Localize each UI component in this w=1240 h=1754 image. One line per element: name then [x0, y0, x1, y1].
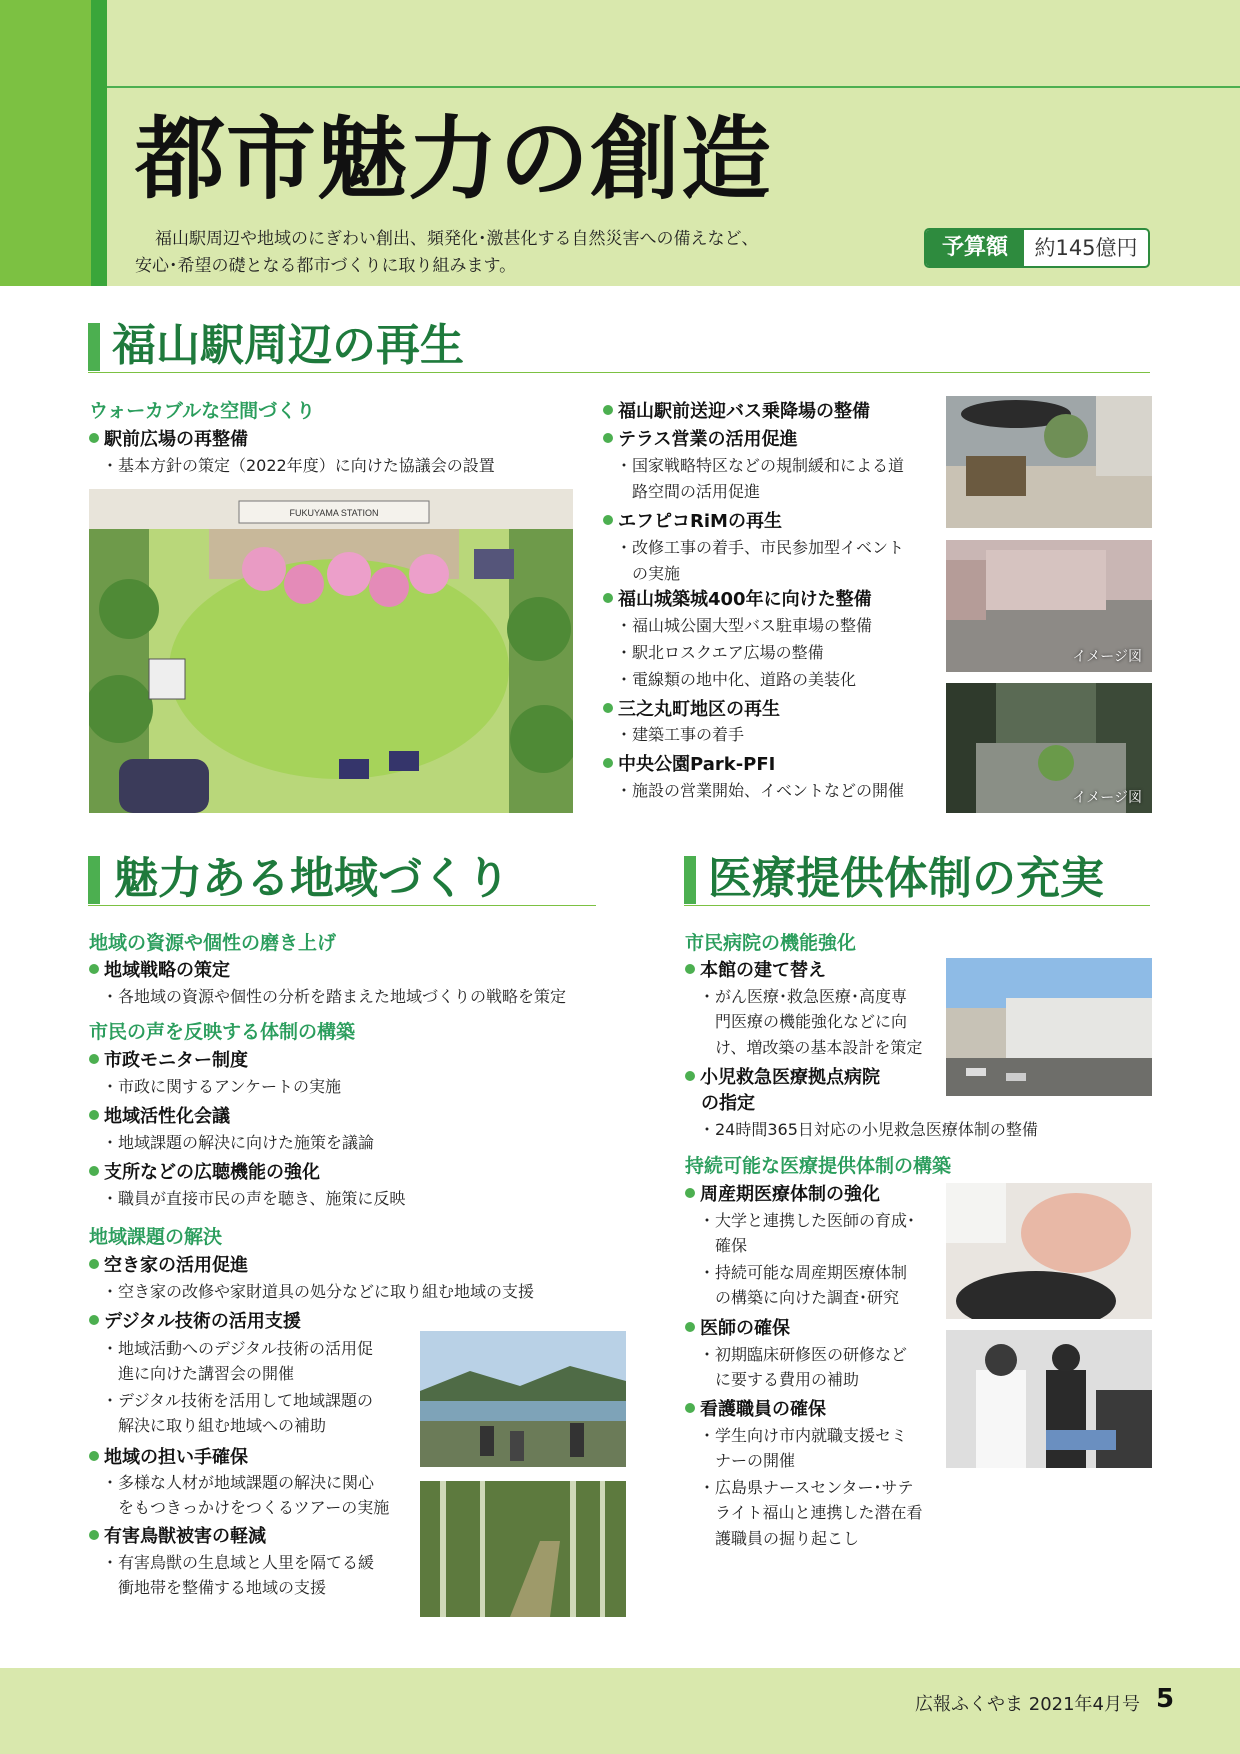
bullet-dot	[685, 1188, 695, 1198]
item-label: 地域活性化会議	[104, 1106, 230, 1127]
detail-text: ・基本方針の策定（2022年度）に向けた協議会の設置	[102, 456, 495, 475]
bullet-dot	[603, 758, 613, 768]
detail-text: ・改修工事の着手、市民参加型イベント	[616, 538, 905, 557]
bullet-dot	[89, 1530, 99, 1540]
bullet-dot	[603, 405, 613, 415]
station-plaza-illustration	[89, 489, 573, 813]
page-title: 都市魅力の創造	[135, 107, 772, 212]
item-label: 駅前広場の再整備	[104, 429, 248, 450]
item-terrace	[603, 425, 797, 451]
item-label: 有害鳥獣被害の軽減	[104, 1526, 266, 1547]
section-rule	[88, 372, 1150, 373]
item-strategy	[89, 956, 230, 982]
item-label: 空き家の活用促進	[104, 1255, 248, 1276]
detail-text: ・各地域の資源や個性の分析を踏まえた地域づくりの戦略を策定	[102, 987, 567, 1006]
bullet-dot	[89, 1259, 99, 1269]
detail-text: 護職員の掘り起こし	[699, 1529, 860, 1548]
item-label: テラス営業の活用促進	[618, 429, 798, 450]
detail-text: ・国家戦略特区などの規制緩和による道	[616, 456, 905, 475]
detail-text: ・有害鳥獣の生息域と人里を隔てる緩	[102, 1553, 375, 1572]
item-label: 三之丸町地区の再生	[618, 699, 780, 720]
nurses-photo	[946, 1330, 1152, 1468]
item-perinatal	[685, 1180, 880, 1206]
bullet-dot	[685, 964, 695, 974]
section-title-station: 福山駅周辺の再生	[112, 320, 464, 371]
section-title-medical: 医療提供体制の充実	[708, 853, 1104, 904]
item-label: 福山城築城400年に向けた整備	[618, 589, 872, 610]
subheading-walkable: ウォーカブルな空間づくり	[89, 400, 316, 422]
bullet-dot	[89, 1110, 99, 1120]
detail-text: ・空き家の改修や家財道具の処分などに取り組む地域の支援	[102, 1282, 535, 1301]
item-label: 支所などの広聴機能の強化	[104, 1162, 320, 1183]
lead-text-line2: 安心･希望の礎となる都市づくりに取り組みます。	[135, 256, 517, 276]
sannomaru-image	[946, 683, 1152, 813]
bullet-dot	[603, 433, 613, 443]
item-sannomaru	[603, 695, 780, 721]
detail-text: をもつきっかけをつくるツアーの実施	[102, 1498, 390, 1517]
newborn-photo	[946, 1183, 1152, 1319]
header-accent-block-lower	[0, 86, 91, 286]
detail-text: ・初期臨床研修医の研修など	[699, 1345, 908, 1364]
detail-text: 路空間の活用促進	[616, 482, 761, 501]
bullet-dot	[603, 515, 613, 525]
lead-text-line1: 福山駅周辺や地域のにぎわい創出、頻発化･激甚化する自然災害への備えなど、	[155, 229, 759, 249]
subheading: 地域の資源や個性の磨き上げ	[89, 932, 337, 954]
item-label: 周産期医療体制の強化	[700, 1184, 880, 1205]
item-label: 小児救急医療拠点病院	[700, 1067, 880, 1088]
item-wildlife	[89, 1522, 266, 1548]
bullet-dot	[685, 1403, 695, 1413]
item-digital	[89, 1307, 301, 1333]
detail-text: ・駅北ロスクエア広場の整備	[616, 643, 824, 662]
tour-photo	[420, 1331, 626, 1467]
detail-text: ・持続可能な周産期医療体制	[699, 1263, 908, 1282]
item-label: 地域戦略の策定	[104, 960, 230, 981]
buffer-zone-photo	[420, 1481, 626, 1617]
detail-text: の構築に向けた調査･研究	[699, 1288, 900, 1307]
bullet-dot	[89, 433, 99, 443]
detail-text: ・福山城公園大型バス駐車場の整備	[616, 616, 873, 635]
page-number: 5	[1156, 1684, 1175, 1714]
budget-value: 約145億円	[1034, 236, 1138, 260]
item-label: 本館の建て替え	[700, 960, 826, 981]
item-station-plaza	[89, 425, 248, 451]
item-label: 市政モニター制度	[104, 1050, 248, 1071]
budget-label: 予算額	[926, 230, 1024, 266]
section-rule	[88, 905, 596, 906]
header-accent-block	[0, 0, 91, 86]
subheading: 持続可能な医療提供体制の構築	[685, 1155, 952, 1177]
bullet-dot	[89, 1315, 99, 1325]
detail-text: ・多様な人材が地域課題の解決に関心	[102, 1473, 375, 1492]
subheading: 市民病院の機能強化	[685, 932, 857, 954]
detail-text: ・広島県ナースセンター･サテ	[699, 1478, 914, 1497]
detail-text: ・がん医療･救急医療･高度専	[699, 987, 908, 1006]
bullet-dot	[89, 1166, 99, 1176]
bullet-dot	[603, 593, 613, 603]
detail-text: ・市政に関するアンケートの実施	[102, 1077, 342, 1096]
item-rebuild	[685, 956, 826, 982]
item-central-park	[603, 750, 775, 776]
detail-text: ・大学と連携した医師の育成･	[699, 1211, 916, 1230]
detail-text: ライト福山と連携した潜在看	[699, 1503, 923, 1522]
detail-text: 門医療の機能強化などに向	[699, 1012, 908, 1031]
item-vacant-house	[89, 1251, 248, 1277]
bullet-dot	[89, 964, 99, 974]
header-accent-stripe	[91, 0, 107, 286]
image-caption: イメージ図	[1072, 790, 1142, 806]
detail-text: ・電線類の地中化、道路の美装化	[616, 670, 857, 689]
detail-text: ナーの開催	[699, 1451, 796, 1470]
item-hearing	[89, 1158, 320, 1184]
image-caption: イメージ図	[1072, 649, 1142, 665]
item-pediatric	[685, 1063, 880, 1089]
section-heading-bar	[88, 323, 100, 371]
item-pediatric-line2: の指定	[701, 1093, 755, 1114]
detail-text: 衝地帯を整備する地域の支援	[102, 1578, 327, 1597]
publication-name: 広報ふくやま 2021年4月号	[915, 1694, 1140, 1715]
item-label: 医師の確保	[700, 1318, 790, 1339]
detail-text: ・職員が直接市民の声を聴き、施策に反映	[102, 1189, 406, 1208]
section-title-region: 魅力ある地域づくり	[114, 853, 510, 904]
detail-text: け、増改築の基本設計を策定	[699, 1038, 923, 1057]
illustration-sign: FUKUYAMA STATION	[289, 508, 379, 518]
bullet-dot	[89, 1054, 99, 1064]
item-doctors	[685, 1314, 790, 1340]
item-nurses	[685, 1395, 826, 1421]
item-label: エフピコRiMの再生	[618, 511, 782, 532]
item-label: 中央公園Park-PFI	[618, 754, 776, 775]
detail-text: 解決に取り組む地域への補助	[102, 1416, 327, 1435]
subheading: 市民の声を反映する体制の構築	[89, 1021, 356, 1043]
section-rule	[684, 905, 1150, 906]
detail-text: ・建築工事の着手	[616, 725, 745, 744]
castle-plaza-image	[946, 540, 1152, 672]
detail-text: 確保	[699, 1236, 748, 1255]
budget-badge	[924, 228, 1150, 268]
detail-text: ・施設の営業開始、イベントなどの開催	[616, 781, 905, 800]
item-label: 福山駅前送迎バス乗降場の整備	[618, 401, 870, 422]
detail-text: ・デジタル技術を活用して地域課題の	[102, 1391, 374, 1410]
section-heading-bar	[88, 856, 100, 904]
subheading: 地域課題の解決	[89, 1226, 223, 1248]
item-bus-terminal	[603, 397, 870, 423]
bullet-dot	[603, 703, 613, 713]
hospital-photo	[946, 958, 1152, 1096]
bullet-dot	[685, 1322, 695, 1332]
detail-text: ・24時間365日対応の小児救急医療体制の整備	[699, 1120, 1038, 1139]
item-rim	[603, 507, 782, 533]
item-label: 看護職員の確保	[700, 1399, 826, 1420]
bullet-dot	[685, 1071, 695, 1081]
item-monitor	[89, 1046, 248, 1072]
item-label: 地域の担い手確保	[104, 1447, 248, 1468]
detail-text: ・地域活動へのデジタル技術の活用促	[102, 1339, 374, 1358]
item-council	[89, 1102, 230, 1128]
detail-text: ・学生向け市内就職支援セミ	[699, 1426, 908, 1445]
item-castle	[603, 585, 872, 611]
detail-text: 進に向けた講習会の開催	[102, 1364, 295, 1383]
section-heading-bar	[684, 856, 696, 904]
bullet-dot	[89, 1451, 99, 1461]
detail-text: ・地域課題の解決に向けた施策を議論	[102, 1133, 375, 1152]
item-label: デジタル技術の活用支援	[104, 1311, 301, 1332]
terrace-photo	[946, 396, 1152, 528]
item-leaders	[89, 1443, 248, 1469]
header-rule	[0, 86, 1240, 88]
detail-text: の実施	[616, 564, 681, 583]
detail-text: に要する費用の補助	[699, 1370, 860, 1389]
